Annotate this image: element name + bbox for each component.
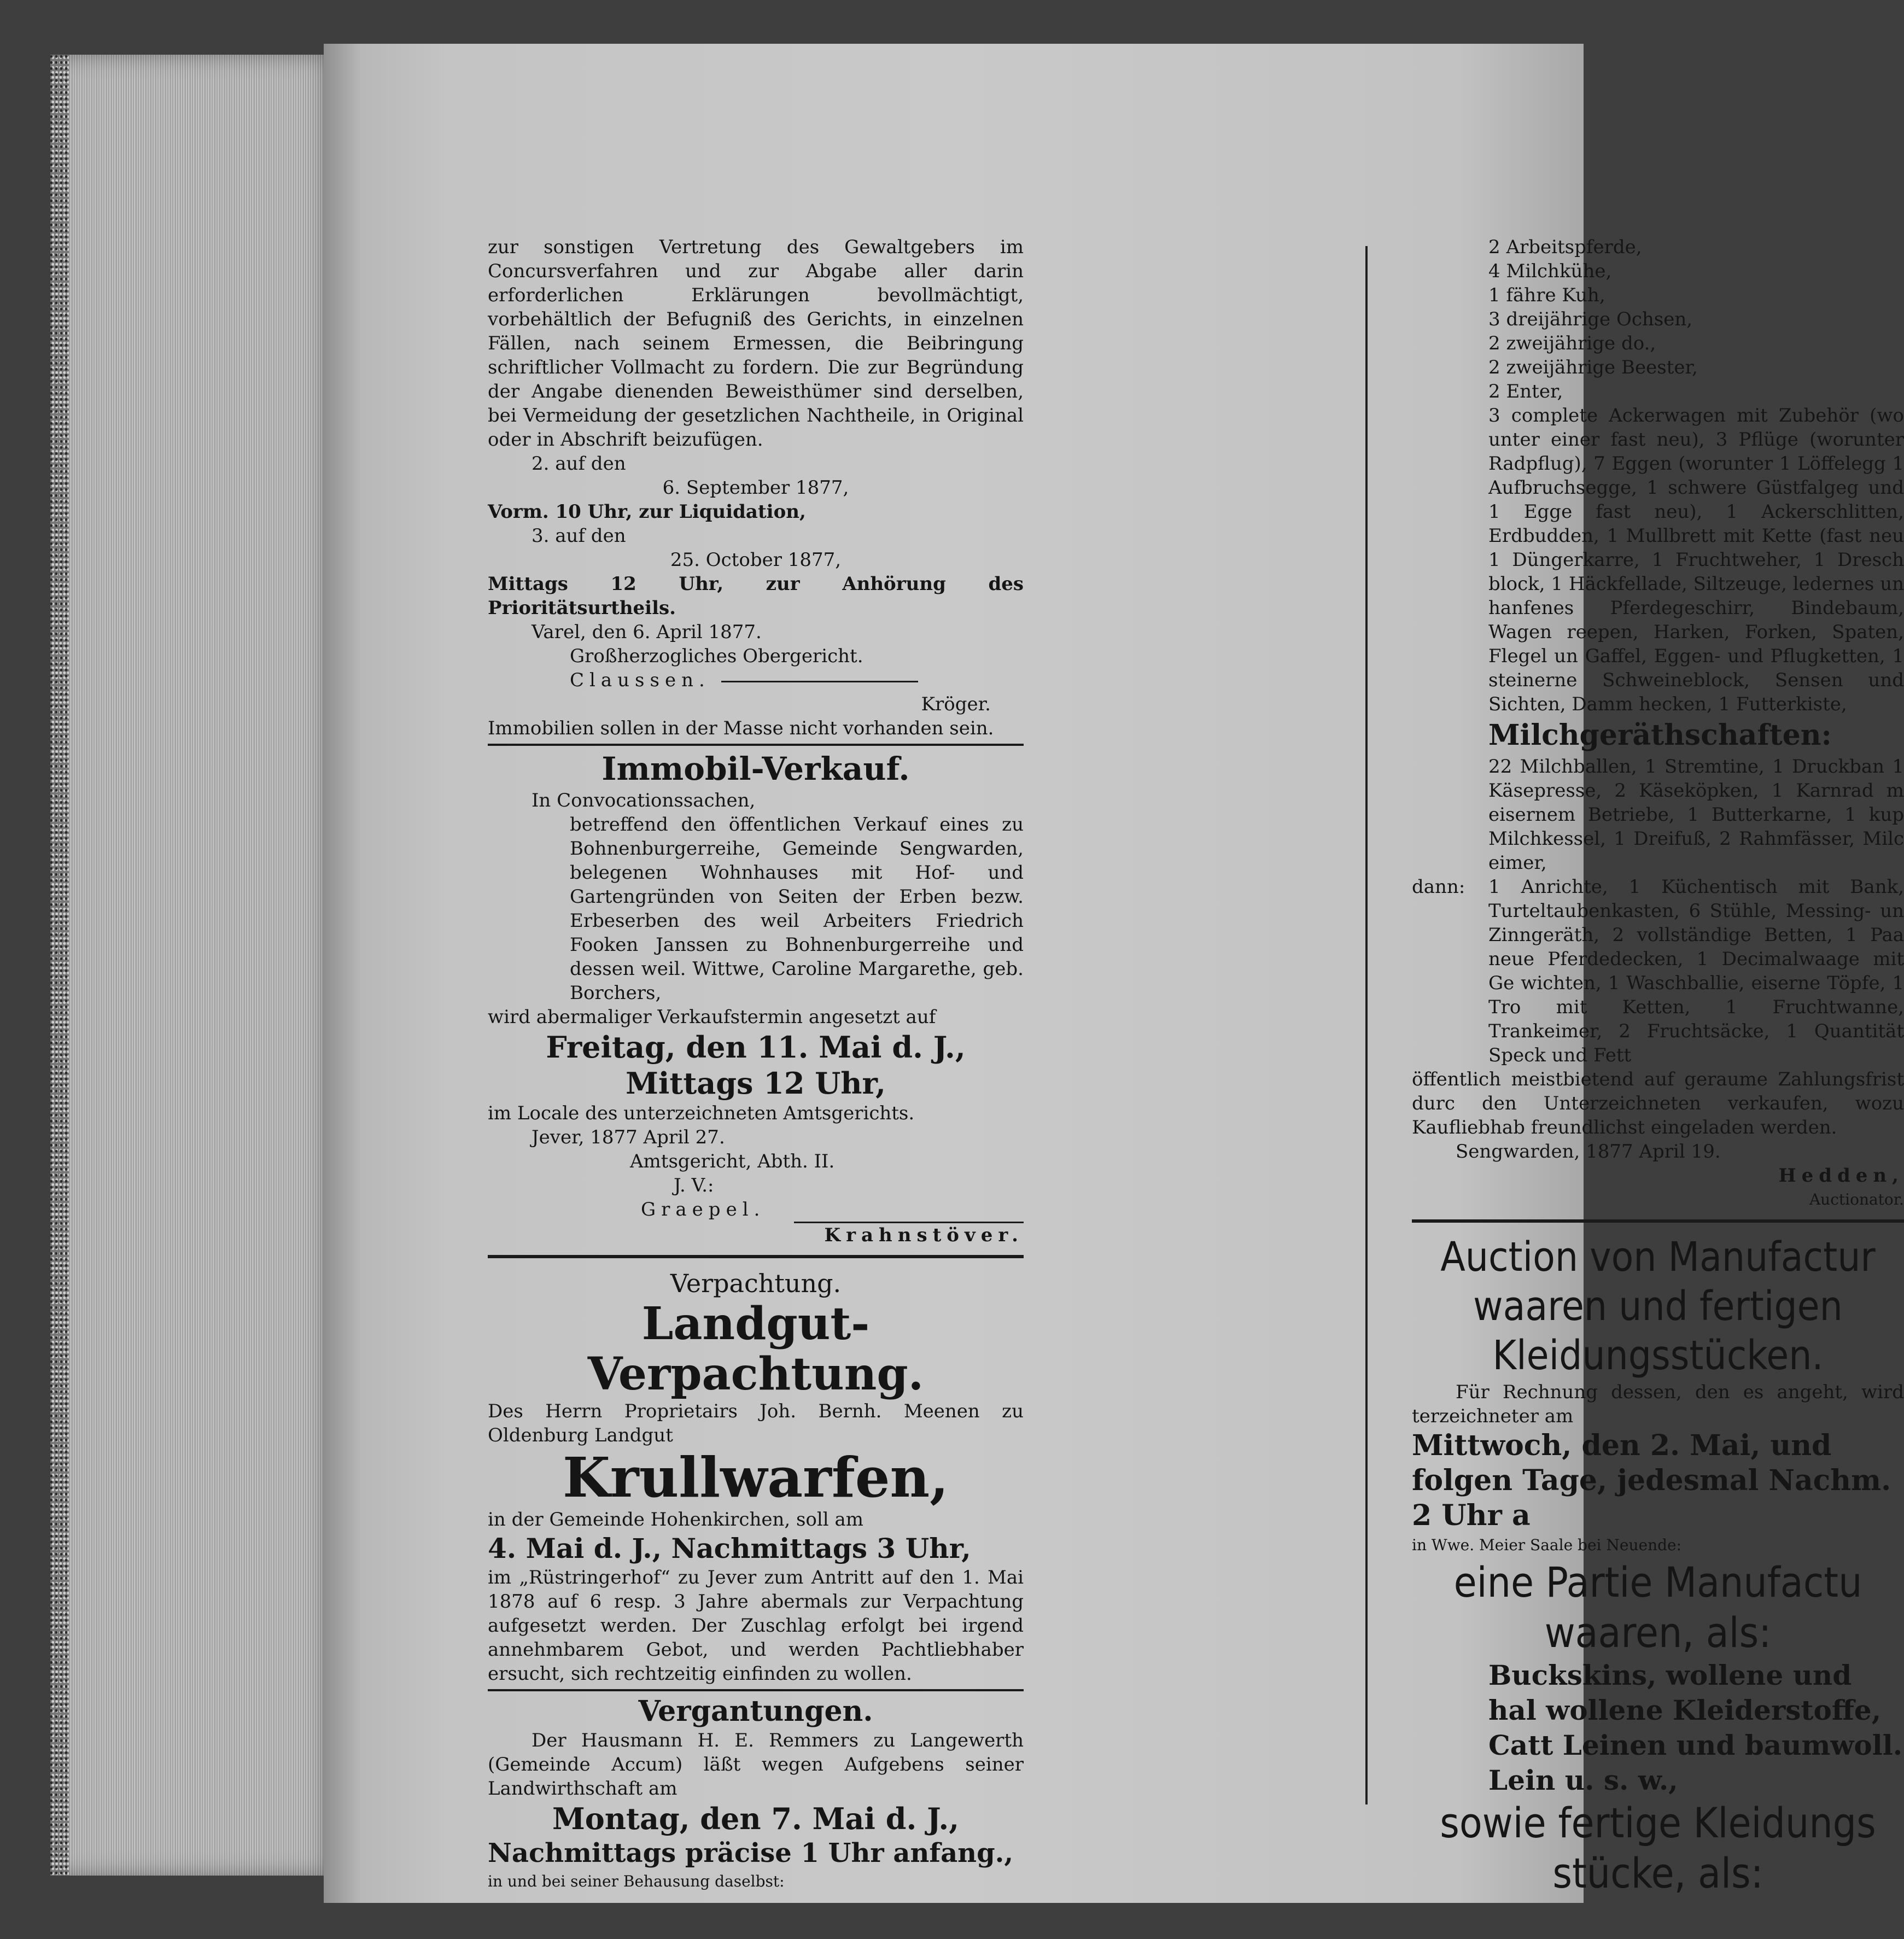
- dann-text: 1 Anrichte, 1 Küchentisch mit Bank, Turteltaubenkasten, 6 Stühle, Messing- un Zinngeräth, 2 vollständige Betten, 1 Paa neue Pferdedecken, 1 Decimalwaage mit Ge wichten, 1 Waschballie, eiserne Töpfe, 1 Tro mit Ketten, 1 Fruchtwanne, Trankeimer, 2 Fruchtsäcke, 1 Quantität Speck und Fett: [1488, 876, 1904, 1066]
- signature-graepel: Graepel.: [641, 1199, 766, 1220]
- immobil-term: wird abermaliger Verkaufstermin angesetzt auf: [488, 1006, 936, 1028]
- implements-text: 3 complete Ackerwagen mit Zubehör (wo unter einer fast neu), 3 Pflüge (worunter Radpflug), 7 Eggen (worunter 1 Löffelegg 1 Aufbruchsegge, 1 schwere Güstfalgeg und 1 Egge fast neu), 1 Ackerschlitten, Erdbudden, 1 Mullbrett mit Kette (fast neu 1 Düngerkarre, 1 Fruchtweher, 1 Dresch block, 1 Häckfellade, Siltzeuge, ledernes un hanfenes Pferdegeschirr, Bindebaum, Wagen reepen, Harken, Forken, Spaten, Flegel un Gaffel, Eggen- und Pflugketten, 1 steinerne Schweineblock, Sensen und Sichten, Damm hecken, 1 Futterkiste,: [1488, 405, 1904, 715]
- fertige-heading: sowie fertige Kleidungs stücke, als:: [1440, 1798, 1876, 1897]
- dann-block: [1412, 875, 1904, 1067]
- verpachtung-small: Verpachtung.: [670, 1269, 842, 1298]
- section-rule: [1412, 1219, 1904, 1223]
- auction-place: in Wwe. Meier Saale bei Neuende:: [1412, 1536, 1682, 1554]
- milch-text: 22 Milchballen, 1 Stremtine, 1 Druckban 1 Käsepresse, 2 Käseköpken, 1 Karnrad m eisernem Betriebe, 1 Butterkarne, 1 kup Milchkessel, 1 Dreifuß, 2 Rahmfässer, Milc eimer,: [1488, 756, 1904, 874]
- immobil-city-date: Jever, 1877 April 27.: [532, 1126, 725, 1148]
- auction-date: Mittwoch, den 2. Mai, und folgen Tage, jedesmal Nachm. 2 Uhr a: [1412, 1429, 1891, 1532]
- item3-label: 3. auf den: [532, 525, 626, 547]
- book-page-edges: [50, 55, 342, 1876]
- closing-text: öffentlich meistbietend auf geraume Zahlungsfrist durc den Unterzeichneten verkaufen, wozu Kaufliebhab freundlichst eingeladen werden.: [1412, 1068, 1904, 1138]
- section-rule: [488, 1255, 1024, 1258]
- partie-heading: eine Partie Manufactu waaren, als:: [1453, 1558, 1862, 1657]
- goods-list: Buckskins, wollene und hal wollene Kleiderstoffe, Catt Leinen und baumwoll. Lein u. s. w.,: [1488, 1659, 1903, 1796]
- immobil-iv: J. V.:: [674, 1175, 714, 1196]
- signature-kroeger: Kröger.: [921, 693, 991, 715]
- left-column: [488, 235, 1024, 1894]
- right-column: [1412, 235, 1904, 1899]
- dann-label: dann:: [1412, 876, 1465, 898]
- item2-label: 2. auf den: [532, 453, 626, 475]
- verpachtung-heading: Landgut-Verpachtung.: [587, 1298, 924, 1400]
- vergantungen-text: Der Hausmann H. E. Remmers zu Langewerth (Gemeinde Accum) läßt wegen Aufgebens seiner Landwirthschaft am: [488, 1730, 1024, 1800]
- immobil-court: Amtsgericht, Abth. II.: [630, 1150, 835, 1172]
- verpachtung-text: im „Rüstringerhof“ zu Jever zum Antritt auf den 1. Mai 1878 auf 6 resp. 3 Jahre abermals zur Verpachtung aufgesetzt werden. Der Zuschlag erfolgt bei irgend annehmbarem Gebot, und werden Pachtliebhaber ersucht, sich rechtzeitig einfinden zu wollen.: [488, 1567, 1024, 1685]
- immobil-intro: In Convocationssachen,: [532, 790, 756, 811]
- livestock-item: 2 Arbeitspferde,: [1488, 236, 1642, 258]
- item2-time: Vorm. 10 Uhr, zur Liquidation,: [488, 501, 806, 523]
- signature-claussen: Claussen.: [570, 669, 710, 691]
- item3-date: 25. October 1877,: [670, 549, 842, 571]
- concurs-text: zur sonstigen Vertretung des Gewaltgebers im Concursverfahren und zur Abgabe aller darin erforderlichen Erklärungen bevollmächtigt, vorbehältlich der Befugniß des Gerichts, in einzelnen Fällen, nach seinem Ermessen, die Beibringung schriftlicher Vollmacht zu fordern. Die zur Begründung der Angabe dienenden Beweisthümer sind derselben, bei Vermeidung der gesetzlichen Nachtheile, in Original oder in Abschrift beizufügen.: [488, 236, 1024, 451]
- section-rule: [488, 744, 1024, 746]
- livestock-item: 3 dreijährige Ochsen,: [1488, 308, 1693, 330]
- livestock-item: 2 Enter,: [1488, 381, 1563, 402]
- section-rule: [488, 1689, 1024, 1691]
- signature-hedden: Hedden,: [1778, 1165, 1904, 1187]
- livestock-list: [1412, 235, 1904, 716]
- newspaper-page: [324, 44, 1904, 1903]
- immobil-date: Freitag, den 11. Mai d. J.,: [546, 1030, 966, 1065]
- verpachtung-intro: Des Herrn Proprietairs Joh. Bernh. Meenen zu Oldenburg Landgut: [488, 1400, 1024, 1446]
- auction-intro: Für Rechnung dessen, den es angeht, wird terzeichneter am: [1412, 1381, 1904, 1427]
- livestock-item: 4 Milchkühe,: [1488, 260, 1612, 282]
- vergantungen-heading: Vergantungen.: [638, 1695, 873, 1728]
- immobil-heading: Immobil-Verkauf.: [601, 750, 910, 787]
- verpachtung-name: Krullwarfen,: [562, 1445, 949, 1510]
- column-divider: [1365, 246, 1368, 1804]
- livestock-item: 2 zweijährige do.,: [1488, 332, 1656, 354]
- livestock-item: 1 fähre Kuh,: [1488, 284, 1605, 306]
- vergantungen-time: Nachmittags präcise 1 Uhr anfang.,: [488, 1838, 1014, 1868]
- item2-date: 6. September 1877,: [662, 477, 849, 499]
- auctionator-title: Auctionator.: [1809, 1190, 1904, 1208]
- vergantungen-place: in und bei seiner Behausung daselbst:: [488, 1872, 785, 1890]
- item3-time: Mittags 12 Uhr, zur Anhörung des Prioritätsurtheils.: [488, 573, 1024, 619]
- signature-krahnstoever: Krahnstöver.: [794, 1222, 1024, 1247]
- verpachtung-date: 4. Mai d. J., Nachmittags 3 Uhr,: [488, 1532, 971, 1564]
- vergantungen-date: Montag, den 7. Mai d. J.,: [552, 1801, 960, 1836]
- auction-heading: Auction von Manufactur waaren und fertigen Kleidungsstücken.: [1440, 1234, 1876, 1379]
- court-name: Großherzogliches Obergericht.: [570, 645, 863, 667]
- immobil-text: betreffend den öffentlichen Verkauf eines zu Bohnenburgerreihe, Gemeinde Sengwarden, belegenen Wohnhauses mit Hof- und Gartengründen von Seiten der Erben bezw. Erbeserben des weil Arbeiters Friedrich Fooken Janssen zu Bohnenburgerreihe und dessen weil. Wittwe, Caroline Margarethe, geb. Borchers,: [570, 814, 1024, 1004]
- signature-rule: [721, 681, 918, 682]
- immobil-place: im Locale des unterzeichneten Amtsgerichts.: [488, 1102, 915, 1124]
- note-text: Immobilien sollen in der Masse nicht vorhanden sein.: [488, 717, 994, 739]
- livestock-item: 2 zweijährige Beester,: [1488, 357, 1698, 378]
- place-date: Varel, den 6. April 1877.: [532, 621, 762, 643]
- city-date: Sengwarden, 1877 April 19.: [1456, 1141, 1721, 1163]
- immobil-time: Mittags 12 Uhr,: [626, 1066, 886, 1101]
- verpachtung-location: in der Gemeinde Hohenkirchen, soll am: [488, 1509, 863, 1531]
- milch-heading: Milchgeräthschaften:: [1488, 719, 1832, 752]
